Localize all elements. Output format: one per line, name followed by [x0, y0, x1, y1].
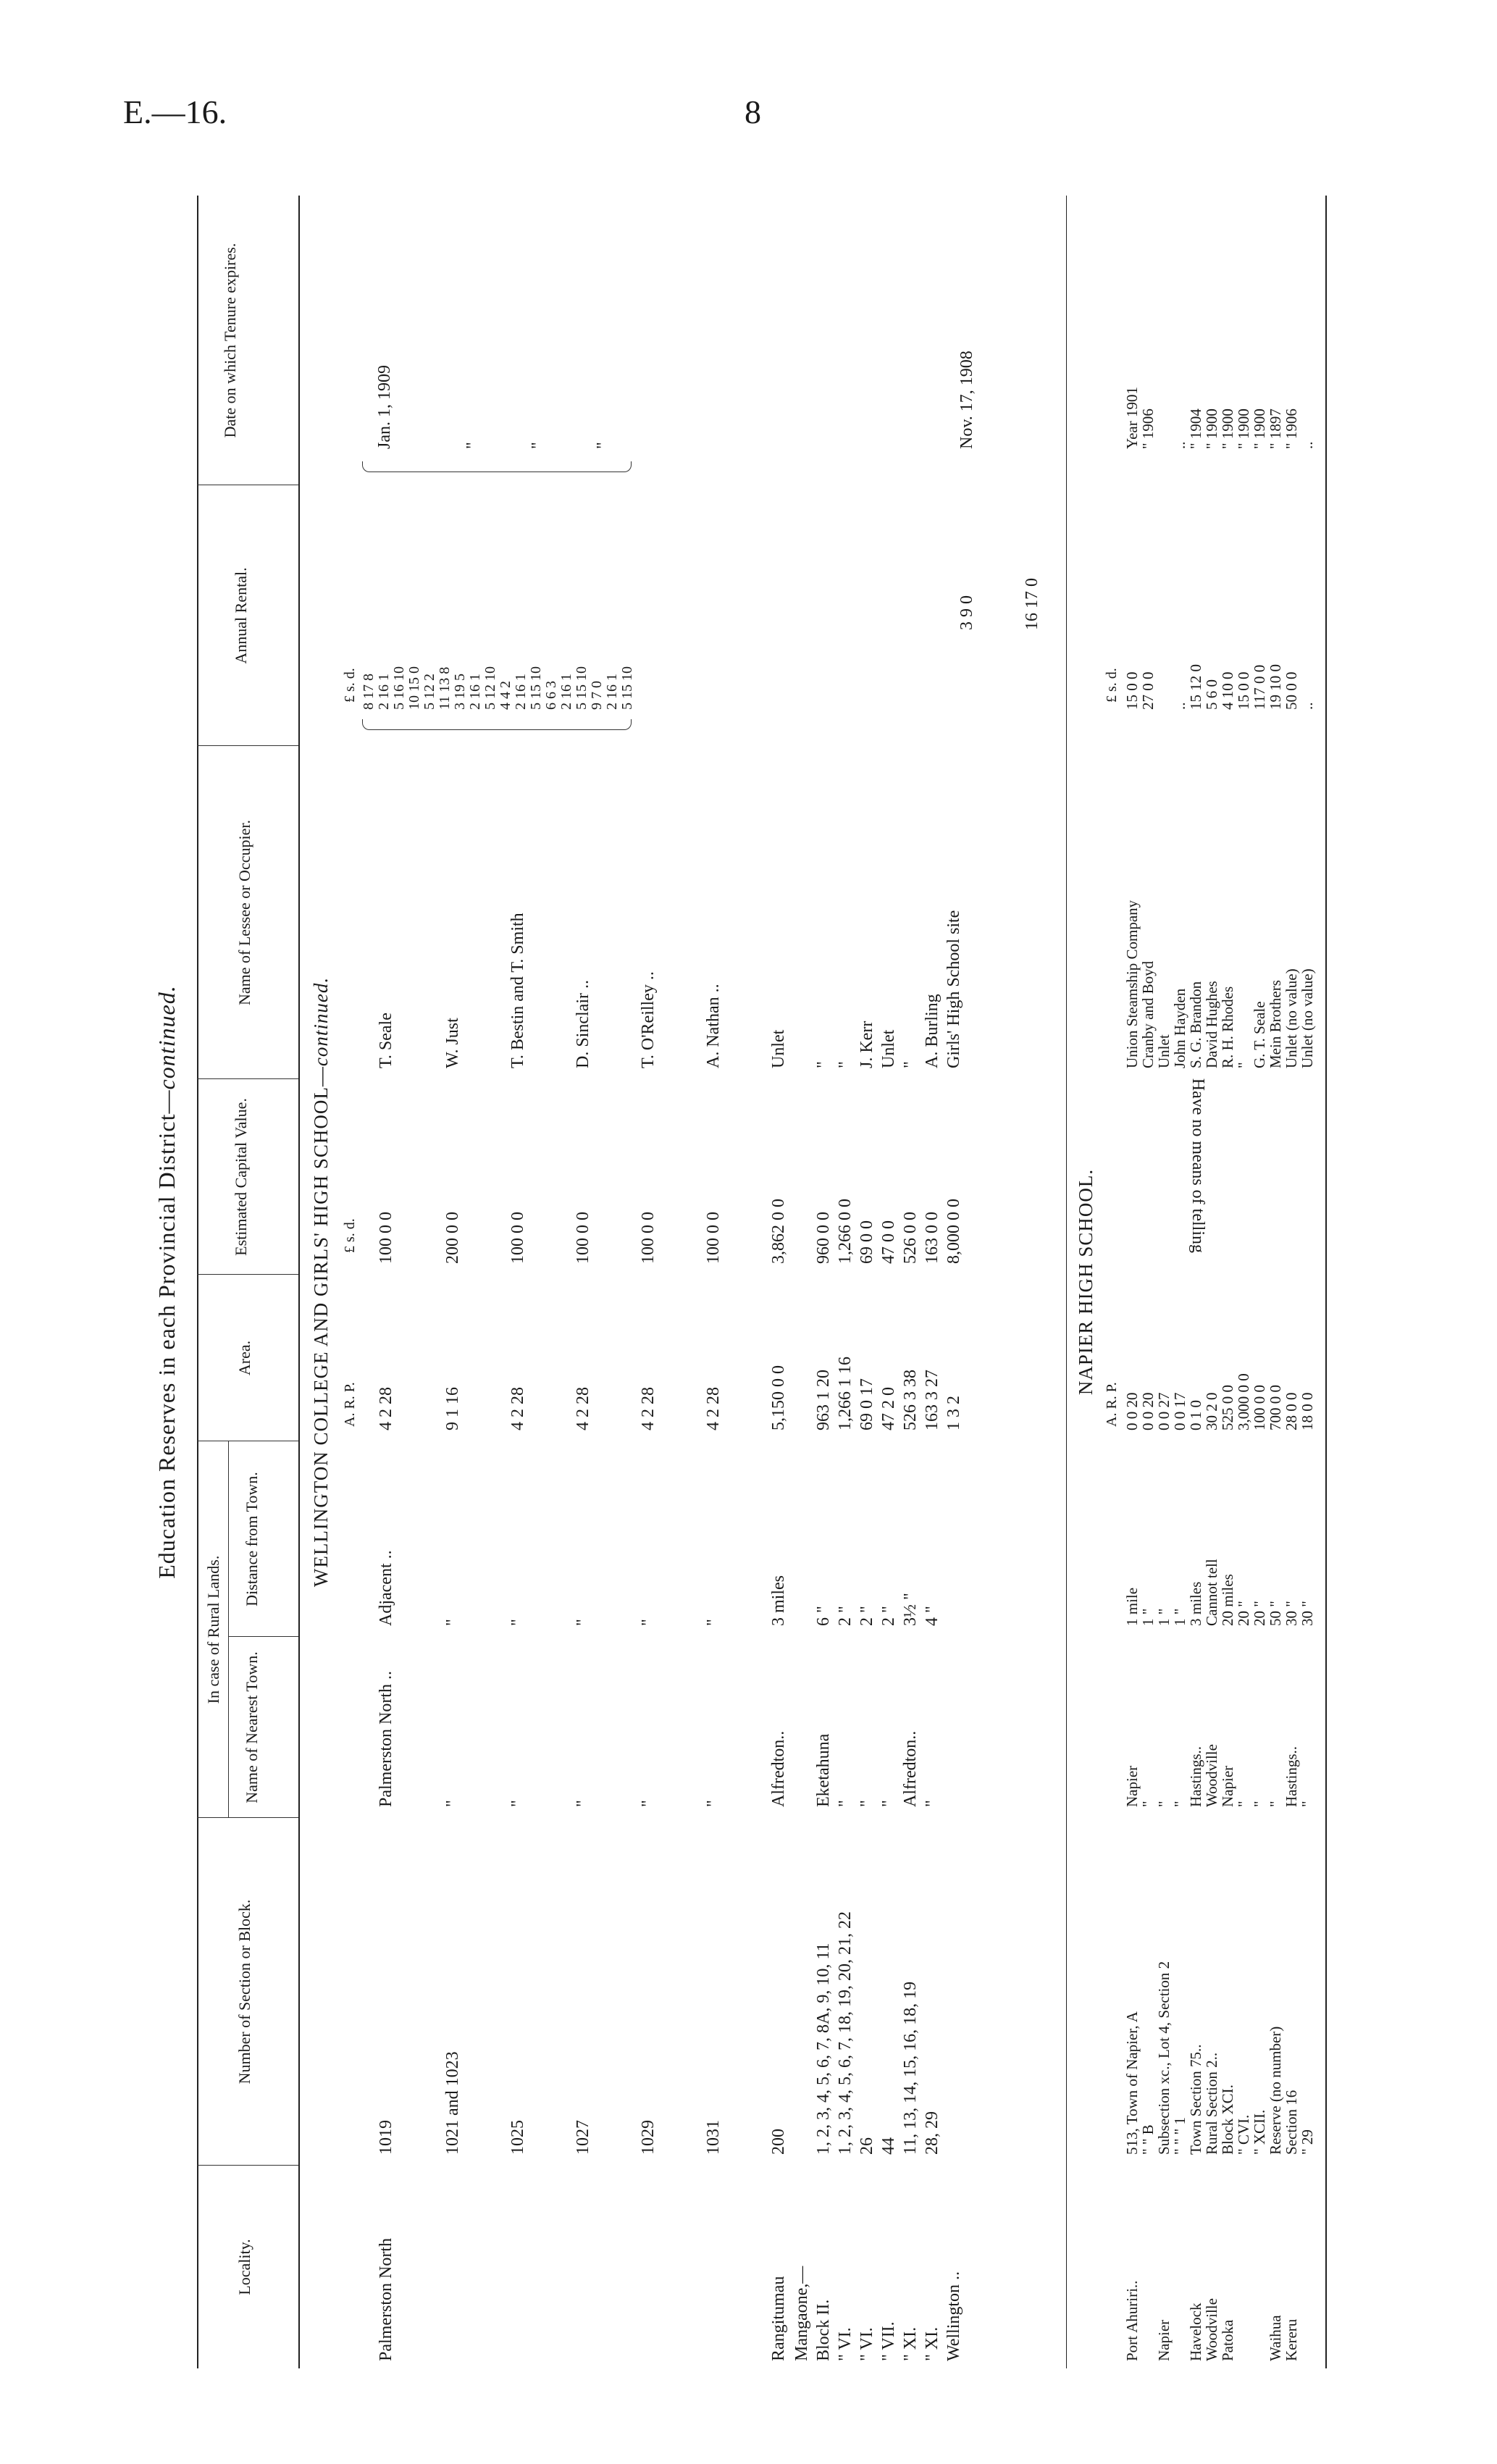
cell-distance: 3½ " — [901, 1593, 920, 1626]
cell-nearest-town: " — [443, 1800, 462, 1807]
cell-lessee: " — [836, 1061, 855, 1068]
wellington-heading-cont: continued. — [310, 976, 332, 1067]
units-value: £ s. d. — [342, 1218, 358, 1253]
cell-locality: " VII. — [879, 2321, 898, 2361]
cell-distance: Cannot tell — [1203, 1559, 1220, 1626]
cell-lessee: A. Burling — [923, 994, 942, 1068]
cell-area: 30 2 0 — [1203, 1392, 1220, 1430]
cell-value: 100 0 0 — [377, 1212, 395, 1264]
cell-distance: 2 " — [857, 1606, 876, 1626]
cell-area: 0 0 17 — [1171, 1392, 1188, 1430]
cell-area: 0 0 20 — [1123, 1392, 1141, 1430]
cell-area: 525 0 0 — [1219, 1385, 1236, 1430]
cell-nearest-town: Hastings.. — [1283, 1746, 1300, 1807]
cell-lessee: Unlet — [769, 1029, 788, 1068]
cell-section: 28, 29 — [923, 2111, 942, 2155]
cell-expires: " 1900 — [1219, 408, 1236, 449]
cell-nearest-town: " — [639, 1800, 658, 1807]
cell-lessee: John Hayden — [1171, 988, 1188, 1068]
col-lessee: Name of Lessee or Occupier. — [235, 820, 253, 1005]
cell-locality: " VI. — [836, 2327, 855, 2361]
cell-nearest-town: " — [1155, 1801, 1173, 1807]
cell-lessee: T. Seale — [377, 1013, 395, 1068]
cell-distance: 2 " — [879, 1606, 898, 1626]
cell-area: 1 3 2 — [944, 1396, 963, 1430]
cell-section: 11, 13, 14, 15, 16, 18, 19 — [901, 1981, 920, 2155]
cell-distance: " — [704, 1619, 723, 1626]
bottom-rule — [1325, 196, 1327, 2368]
cell-nearest-town: Palmerston North .. — [377, 1671, 395, 1807]
cell-value: 526 0 0 — [901, 1212, 920, 1264]
cell-lessee: David Hughes — [1203, 981, 1220, 1068]
cell-distance: 3 miles — [1187, 1581, 1204, 1626]
table-row — [856, 196, 878, 2368]
cell-area: 9 1 16 — [443, 1387, 462, 1430]
cell-locality: Woodville — [1203, 2298, 1220, 2361]
table-row — [507, 196, 529, 2368]
cell-section: 1019 — [377, 2120, 395, 2155]
cell-lessee: W. Just — [443, 1018, 462, 1068]
rental-value: 6 6 3 — [543, 681, 559, 710]
cell-nearest-town: " — [857, 1800, 876, 1807]
cell-nearest-town: " — [1251, 1801, 1268, 1807]
cell-section: 513, Town of Napier, A — [1123, 2011, 1141, 2155]
rental-value: 2 16 1 — [467, 674, 483, 710]
cell-area: 3,000 0 0 — [1235, 1373, 1252, 1430]
cell-nearest-town: " — [879, 1800, 898, 1807]
cell-distance: " — [443, 1619, 462, 1626]
table-row — [791, 196, 813, 2368]
rental-kerr: 3 9 0 — [957, 595, 976, 630]
units-rental-2: £ s. d. — [1104, 668, 1120, 703]
cell-distance: " — [574, 1619, 592, 1626]
cell-lessee: Unlet (no value) — [1299, 968, 1316, 1068]
cell-area: 5,150 0 0 — [769, 1365, 788, 1430]
cell-section: Reserve (no number) — [1267, 2026, 1284, 2155]
cell-distance: 30 " — [1283, 1601, 1300, 1626]
cell-area: 1,266 1 16 — [836, 1357, 855, 1430]
table-row — [703, 196, 724, 2368]
cell-distance: 1 " — [1139, 1608, 1157, 1626]
cell-lessee: " — [901, 1061, 920, 1068]
cell-expires: .. — [1171, 441, 1188, 449]
rental-value: 3 19 5 — [452, 674, 468, 710]
cell-distance: " — [508, 1619, 527, 1626]
cell-area: 28 0 0 — [1283, 1392, 1300, 1430]
page-number: 8 — [745, 93, 761, 130]
cell-lessee: T. Bestin and T. Smith — [508, 913, 527, 1068]
col-nearest-town: Name of Nearest Town. — [243, 1651, 261, 1803]
cell-locality: Wellington .. — [944, 2271, 963, 2361]
cell-distance: 6 " — [814, 1606, 833, 1626]
cell-locality: Port Ahuriri.. — [1123, 2280, 1141, 2361]
table-row — [572, 196, 594, 2368]
cell-nearest-town: Alfredton.. — [901, 1730, 920, 1807]
cell-area: 963 1 20 — [814, 1370, 833, 1430]
cell-nearest-town: Napier — [1123, 1765, 1141, 1807]
cell-nearest-town: Woodville — [1203, 1744, 1220, 1807]
table-row — [442, 196, 464, 2368]
col-section: Number of Section or Block. — [235, 1899, 253, 2084]
cell-area: 700 0 0 — [1267, 1385, 1284, 1430]
cell-rental: 19 10 0 — [1267, 664, 1284, 710]
rental-value: 11 13 8 — [437, 666, 453, 710]
cell-value: 960 0 0 — [814, 1212, 833, 1264]
cell-area: 0 0 27 — [1155, 1392, 1173, 1430]
cell-rental: .. — [1171, 702, 1188, 710]
cell-distance: 1 mile — [1123, 1587, 1141, 1626]
cell-lessee: Unlet — [879, 1029, 898, 1068]
cell-section: " " B — [1139, 2124, 1157, 2155]
cell-nearest-town: Alfredton.. — [769, 1730, 788, 1807]
rotated-table — [145, 196, 1391, 2368]
cell-rental: .. — [1299, 702, 1316, 710]
top-rule — [197, 196, 198, 2368]
ditto-expires-3: " — [529, 442, 548, 449]
cell-area: 18 0 0 — [1299, 1392, 1316, 1430]
cell-distance: " — [639, 1619, 658, 1626]
cell-section: 1025 — [508, 2120, 527, 2155]
value-note: Have no means of telling — [1188, 1078, 1207, 1253]
cell-locality: " VI. — [857, 2327, 876, 2361]
col-value: Estimated Capital Value. — [232, 1098, 250, 1256]
cell-section: Subsection xc., Lot 4, Section 2 — [1155, 1961, 1173, 2155]
cell-area: 4 2 28 — [574, 1387, 592, 1430]
cell-area: 100 0 0 — [1251, 1385, 1268, 1430]
table-row — [834, 196, 856, 2368]
cell-lessee: Girls' High School site — [944, 910, 963, 1068]
cell-section: Block XCI. — [1219, 2084, 1236, 2155]
rental-value: 5 16 10 — [391, 666, 407, 710]
cell-distance: 20 " — [1251, 1601, 1268, 1626]
cell-section: 1029 — [639, 2120, 658, 2155]
cell-section: " " " 1 — [1171, 2117, 1188, 2155]
rental-value: 5 12 10 — [482, 666, 498, 710]
cell-nearest-town: " — [1139, 1801, 1157, 1807]
rental-value: 2 16 1 — [558, 674, 574, 710]
cell-lessee: Unlet — [1155, 1034, 1173, 1068]
cell-rental: 4 10 0 — [1219, 671, 1236, 710]
cell-expires: " 1897 — [1267, 408, 1284, 449]
cell-section: 1031 — [704, 2120, 723, 2155]
cell-locality: Block II. — [814, 2299, 833, 2361]
cell-section: Rural Section 2.. — [1203, 2052, 1220, 2155]
cell-locality: Kereru — [1283, 2318, 1300, 2361]
cell-rental: 15 0 0 — [1123, 671, 1141, 710]
cell-nearest-town: Hastings.. — [1187, 1746, 1204, 1807]
cell-lessee: S. G. Brandon — [1187, 981, 1204, 1068]
cell-nearest-town: " — [1171, 1801, 1188, 1807]
rental-value: 2 16 1 — [376, 674, 392, 710]
cell-nearest-town: " — [923, 1800, 942, 1807]
cell-locality: Mangaone,— — [792, 2266, 811, 2361]
cell-value: 8,000 0 0 — [944, 1199, 963, 1264]
cell-section: Town Section 75.. — [1187, 2044, 1204, 2155]
table-row — [943, 196, 965, 2368]
cell-area: 0 1 0 — [1187, 1400, 1204, 1430]
col-expires: Date on which Tenure expires. — [221, 243, 239, 438]
cell-locality: Havelock — [1187, 2302, 1204, 2361]
cell-lessee: Unlet (no value) — [1283, 968, 1300, 1068]
ditto-expires-4: " — [594, 442, 613, 449]
table-row — [768, 196, 789, 2368]
cell-section: 26 — [857, 2137, 876, 2155]
cell-section: " 29 — [1299, 2129, 1316, 2155]
cell-rental: 15 0 0 — [1235, 671, 1252, 710]
cell-rental: 50 0 0 — [1283, 671, 1300, 710]
cell-expires: Year 1901 — [1123, 387, 1141, 449]
cell-locality: Napier — [1155, 2319, 1173, 2361]
col-locality: Locality. — [235, 2239, 253, 2295]
cell-value: 100 0 0 — [639, 1212, 658, 1264]
cell-value: 100 0 0 — [508, 1212, 527, 1264]
cell-expires: " 1906 — [1139, 408, 1157, 449]
cell-section: 44 — [879, 2137, 898, 2155]
rental-value: 8 17 8 — [361, 674, 377, 710]
cell-nearest-town: " — [574, 1800, 592, 1807]
units-rental: £ s. d. — [342, 668, 358, 703]
cell-expires: " 1900 — [1235, 408, 1252, 449]
rental-value: 10 15 0 — [406, 666, 422, 710]
cell-area: 4 2 28 — [508, 1387, 527, 1430]
cell-lessee: Cranby and Boyd — [1139, 960, 1157, 1068]
cell-section: 1, 2, 3, 4, 5, 6, 7, 8A, 9, 10, 11 — [814, 1943, 833, 2155]
ditto-expires-2: " — [464, 442, 482, 449]
cell-lessee: G. T. Seale — [1251, 1001, 1268, 1068]
wellington-heading-text: WELLINGTON COLLEGE AND GIRLS' HIGH SCHOOL— — [310, 1066, 332, 1588]
title-main: Education Reserves in each Provincial District— — [154, 1089, 180, 1579]
cell-distance: 20 miles — [1219, 1574, 1236, 1626]
cell-lessee: Union Steamship Company — [1123, 900, 1141, 1068]
cell-locality: Palmerston North — [377, 2238, 395, 2361]
cell-expires: .. — [1299, 441, 1316, 449]
cell-area: 4 2 28 — [639, 1387, 658, 1430]
cell-lessee: D. Sinclair .. — [574, 980, 592, 1068]
header-rule — [298, 196, 300, 2368]
cell-lessee: " — [814, 1061, 833, 1068]
expires-kerr: Nov. 17, 1908 — [957, 351, 976, 449]
cell-section: 1027 — [574, 2120, 592, 2155]
cell-nearest-town: " — [1299, 1801, 1316, 1807]
cell-nearest-town: " — [704, 1800, 723, 1807]
cell-nearest-town: Napier — [1219, 1765, 1236, 1807]
col-rental: Annual Rental. — [232, 567, 250, 664]
table-row — [921, 196, 943, 2368]
cell-distance: 2 " — [836, 1606, 855, 1626]
rental-value: 9 7 0 — [589, 681, 605, 710]
col-rural-group: In case of Rural Lands. — [204, 1555, 222, 1704]
cell-section: " XCII. — [1251, 2109, 1268, 2155]
cell-section: 1021 and 1023 — [443, 2051, 462, 2155]
rental-value: 5 15 10 — [528, 666, 544, 710]
cell-lessee: A. Nathan .. — [704, 984, 723, 1068]
cell-locality: Rangitumau — [769, 2276, 788, 2361]
table-title — [154, 196, 180, 2368]
cell-area: 47 2 0 — [879, 1387, 898, 1430]
rental-burling: 16 17 0 — [1023, 578, 1041, 630]
cell-nearest-town: " — [1235, 1801, 1252, 1807]
table-row — [878, 196, 900, 2368]
cell-area: 0 0 20 — [1139, 1392, 1157, 1430]
cell-value: 1,266 0 0 — [836, 1199, 855, 1264]
col-area: Area. — [235, 1340, 253, 1376]
cell-expires: " 1900 — [1203, 408, 1220, 449]
rental-value: 4 4 2 — [498, 681, 513, 710]
cell-locality: " XI. — [923, 2326, 942, 2361]
cell-area: 163 3 27 — [923, 1370, 942, 1430]
cell-locality: Waihua — [1267, 2315, 1284, 2361]
rental-value: 2 16 1 — [604, 674, 620, 710]
cell-locality: " XI. — [901, 2326, 920, 2361]
cell-section: 200 — [769, 2129, 788, 2155]
cell-distance: 20 " — [1235, 1601, 1252, 1626]
cell-expires: " 1906 — [1283, 408, 1300, 449]
expires-main: Jan. 1, 1909 — [375, 365, 394, 449]
table-row — [813, 196, 834, 2368]
cell-nearest-town: " — [836, 1800, 855, 1807]
cell-lessee: T. O'Reilley .. — [639, 971, 658, 1068]
cell-rental: 15 12 0 — [1187, 664, 1204, 710]
cell-locality: Patoka — [1219, 2319, 1236, 2361]
cell-expires: " 1900 — [1251, 408, 1268, 449]
units-row-2 — [1101, 196, 1123, 2368]
cell-area: 4 2 28 — [704, 1387, 723, 1430]
cell-nearest-town: Eketahuna — [814, 1733, 833, 1807]
cell-lessee: J. Kerr — [857, 1021, 876, 1068]
rental-value: 5 15 10 — [574, 666, 590, 710]
section-heading-napier: NAPIER HIGH SCHOOL. — [1075, 1168, 1096, 1396]
cell-rental: 27 0 0 — [1139, 671, 1157, 710]
cell-value: 69 0 0 — [857, 1220, 876, 1264]
table-row — [1299, 196, 1321, 2368]
units-area: A. R. P. — [342, 1382, 358, 1427]
title-continued: continued. — [154, 985, 180, 1090]
cell-value: 100 0 0 — [704, 1212, 723, 1264]
cell-section: 1, 2, 3, 4, 5, 6, 7, 18, 19, 20, 21, 22 — [836, 1911, 855, 2155]
rental-value: 2 16 1 — [513, 674, 529, 710]
cell-rental: 117 0 0 — [1251, 664, 1268, 710]
cell-value: 163 0 0 — [923, 1212, 942, 1264]
cell-distance: 1 " — [1155, 1608, 1173, 1626]
cell-distance: 50 " — [1267, 1601, 1284, 1626]
cell-distance: 3 miles — [769, 1575, 788, 1626]
cell-section: " CVI. — [1235, 2114, 1252, 2155]
section-heading-wellington — [310, 196, 332, 2368]
cell-nearest-town: " — [508, 1800, 527, 1807]
cell-distance: 4 " — [923, 1606, 942, 1626]
units-area-2: A. R. P. — [1104, 1382, 1120, 1427]
cell-distance: 1 " — [1171, 1608, 1188, 1626]
cell-value: 47 0 0 — [879, 1220, 898, 1264]
cell-lessee: R. H. Rhodes — [1219, 986, 1236, 1068]
cell-value: 200 0 0 — [443, 1212, 462, 1264]
rental-brace — [362, 719, 632, 730]
col-distance: Distance from Town. — [243, 1472, 261, 1606]
rental-value: 5 12 2 — [422, 674, 437, 710]
cell-distance: Adjacent .. — [377, 1550, 395, 1626]
expires-brace — [362, 461, 632, 472]
cell-lessee: " — [1235, 1062, 1252, 1068]
table-row — [637, 196, 659, 2368]
cell-area: 4 2 28 — [377, 1387, 395, 1430]
cell-distance: 30 " — [1299, 1601, 1316, 1626]
cell-area: 69 0 17 — [857, 1378, 876, 1430]
cell-area: 526 3 38 — [901, 1370, 920, 1430]
table-row — [375, 196, 397, 2368]
cell-nearest-town: " — [1267, 1801, 1284, 1807]
units-row-1 — [339, 196, 361, 2368]
cell-value: 100 0 0 — [574, 1212, 592, 1264]
cell-rental: 5 6 0 — [1203, 679, 1220, 710]
cell-expires: " 1904 — [1187, 408, 1204, 449]
rental-value: 5 15 10 — [619, 666, 635, 710]
table-row — [900, 196, 921, 2368]
cell-lessee: Mein Brothers — [1267, 980, 1284, 1068]
page-reference: E.—16. — [123, 93, 227, 130]
section-divider — [1066, 196, 1067, 2368]
cell-section: Section 16 — [1283, 2090, 1300, 2155]
cell-value: 3,862 0 0 — [769, 1199, 788, 1264]
